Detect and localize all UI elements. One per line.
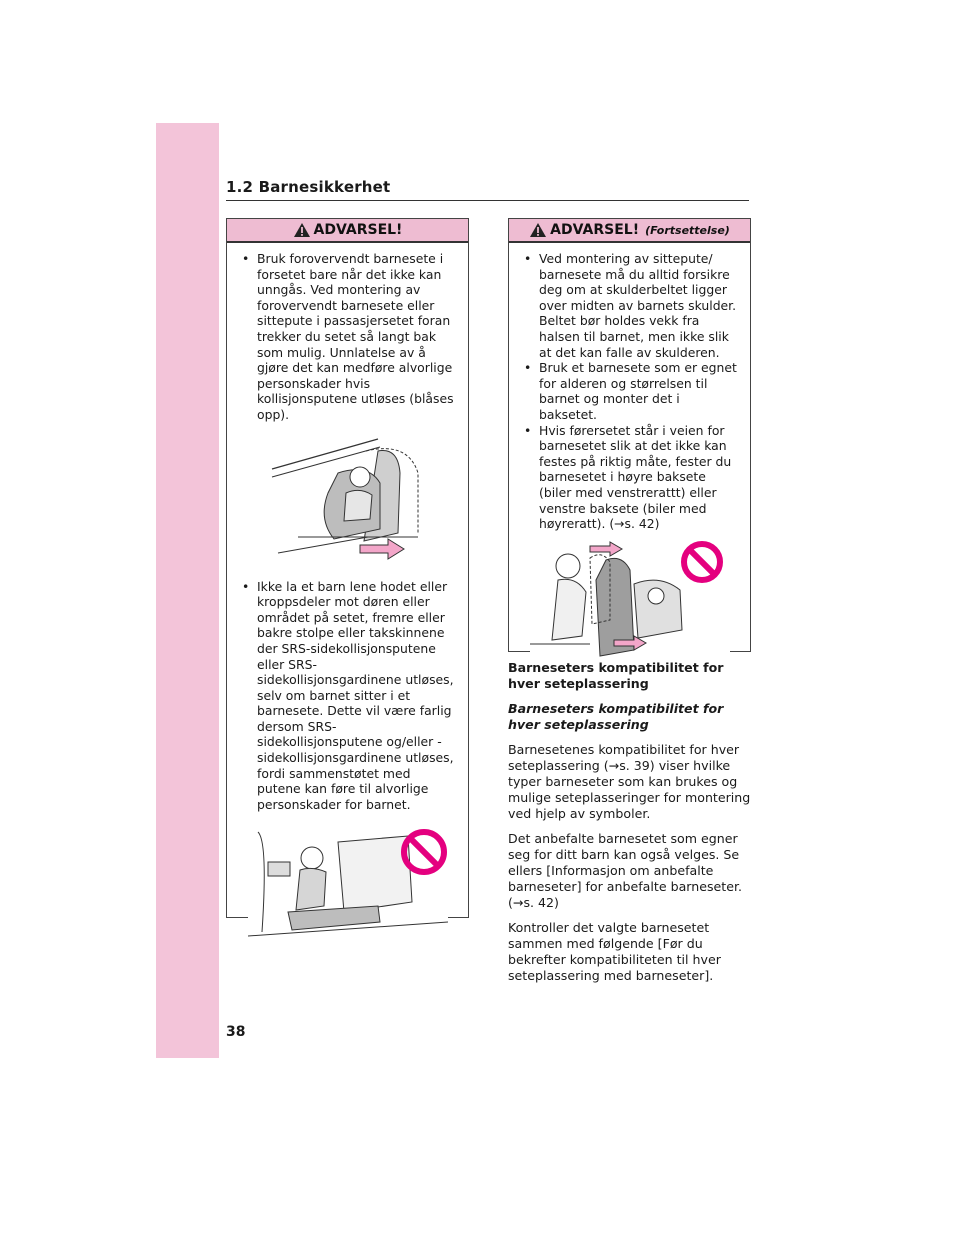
warning-bullet-list [509,243,750,532]
warning-bullet: • Ved montering av sittepute/ barnesete må du alltid forsikre deg om at skulderbeltet ligger over midten av barnets skulder. Beltet bør holdes vekk fra halsen til barnet, men ikke slik at det kan falle av skulderen. [521,251,740,360]
warning-triangle-icon [293,222,311,238]
section-heading: Barneseters kompatibilitet for hver seteplassering [508,660,724,691]
body-text-column [508,660,751,993]
warning-bullet-list-2 [227,579,468,813]
left-warning-box [226,218,469,918]
section-subheading: Barneseters kompatibilitet for hver seteplassering [508,701,724,732]
warning-continued-label: (Fortsettelse) [645,223,730,237]
warning-bullet: • Hvis førersetet står i veien for barnesetet slik at det ikke kan festes på riktig måte, fester du barnesetet i høyre baksete (biler med venstrerattt) eller venstre baksete (biler med høyreratt). (→s. 42) [521,423,740,532]
warning-title: ADVARSEL! [313,222,403,238]
warning-title-bar [227,219,468,243]
warning-title: ADVARSEL! [550,222,640,238]
body-paragraph: Barnesetenes kompatibilitet for hver seteplassering (→s. 39) viser hvilke typer barneseter som kan brukes og mulige seteplasseringer for montering ved hjelp av symboler. [508,742,751,821]
driver-seat-blocking-child-seat-illustration [530,540,730,666]
body-paragraph: Kontroller det valgte barnesetet sammen med følgende [Før du bekrefter kompatibiliteten til hver seteplassering med barneseter]. [508,920,721,983]
header-divider [226,200,749,201]
warning-bullet: • Bruk et barnesete som er egnet for alderen og størrelsen til barnet og monter det i baksetet. [521,360,740,422]
warning-bullet-list [227,243,468,423]
warning-title-bar [509,219,750,243]
chapter-side-tab [156,123,219,1058]
warning-bullet: • Bruk forovervendt barnesete i forsetet bare når det ikke kan unngås. Ved montering av forovervendt barnesete eller sittepute i passasjersetet foran trekker du setet så langt bak som mulig. Unnlatelse av å gjøre det kan medføre alvorlige personskader hvis kollisjonsputene utløses (blåses opp). [239,251,458,423]
warning-triangle-icon [529,222,547,238]
page-number: 38 [226,1024,246,1040]
body-paragraph: Det anbefalte barnesetet som egner seg for ditt barn kan også velges. Se ellers [Informasjon om anbefalte barneseter] for anbefalte barneseter. (→s. 42) [508,831,743,910]
right-warning-box [508,218,751,652]
section-header: 1.2 Barnesikkerhet [226,178,391,196]
forward-facing-child-seat-illustration [268,433,428,569]
warning-bullet: • Ikke la et barn lene hodet eller kroppsdeler mot døren eller området på setet, fremre eller bakre stolpe eller takskinnene der SRS-sidekollisjonsputene eller SRS-sidekollisjonsgardinene utløses, selv om barnet sitter i et barnesete. Dette vil være farlig dersom SRS-sidekollisjonsputene og/eller -sidekollisjonsgardinene utløses, fordi sammenstøtet med putene kan føre til alvorlige personskader for barnet. [239,579,458,813]
child-leaning-on-door-illustration [248,822,448,946]
